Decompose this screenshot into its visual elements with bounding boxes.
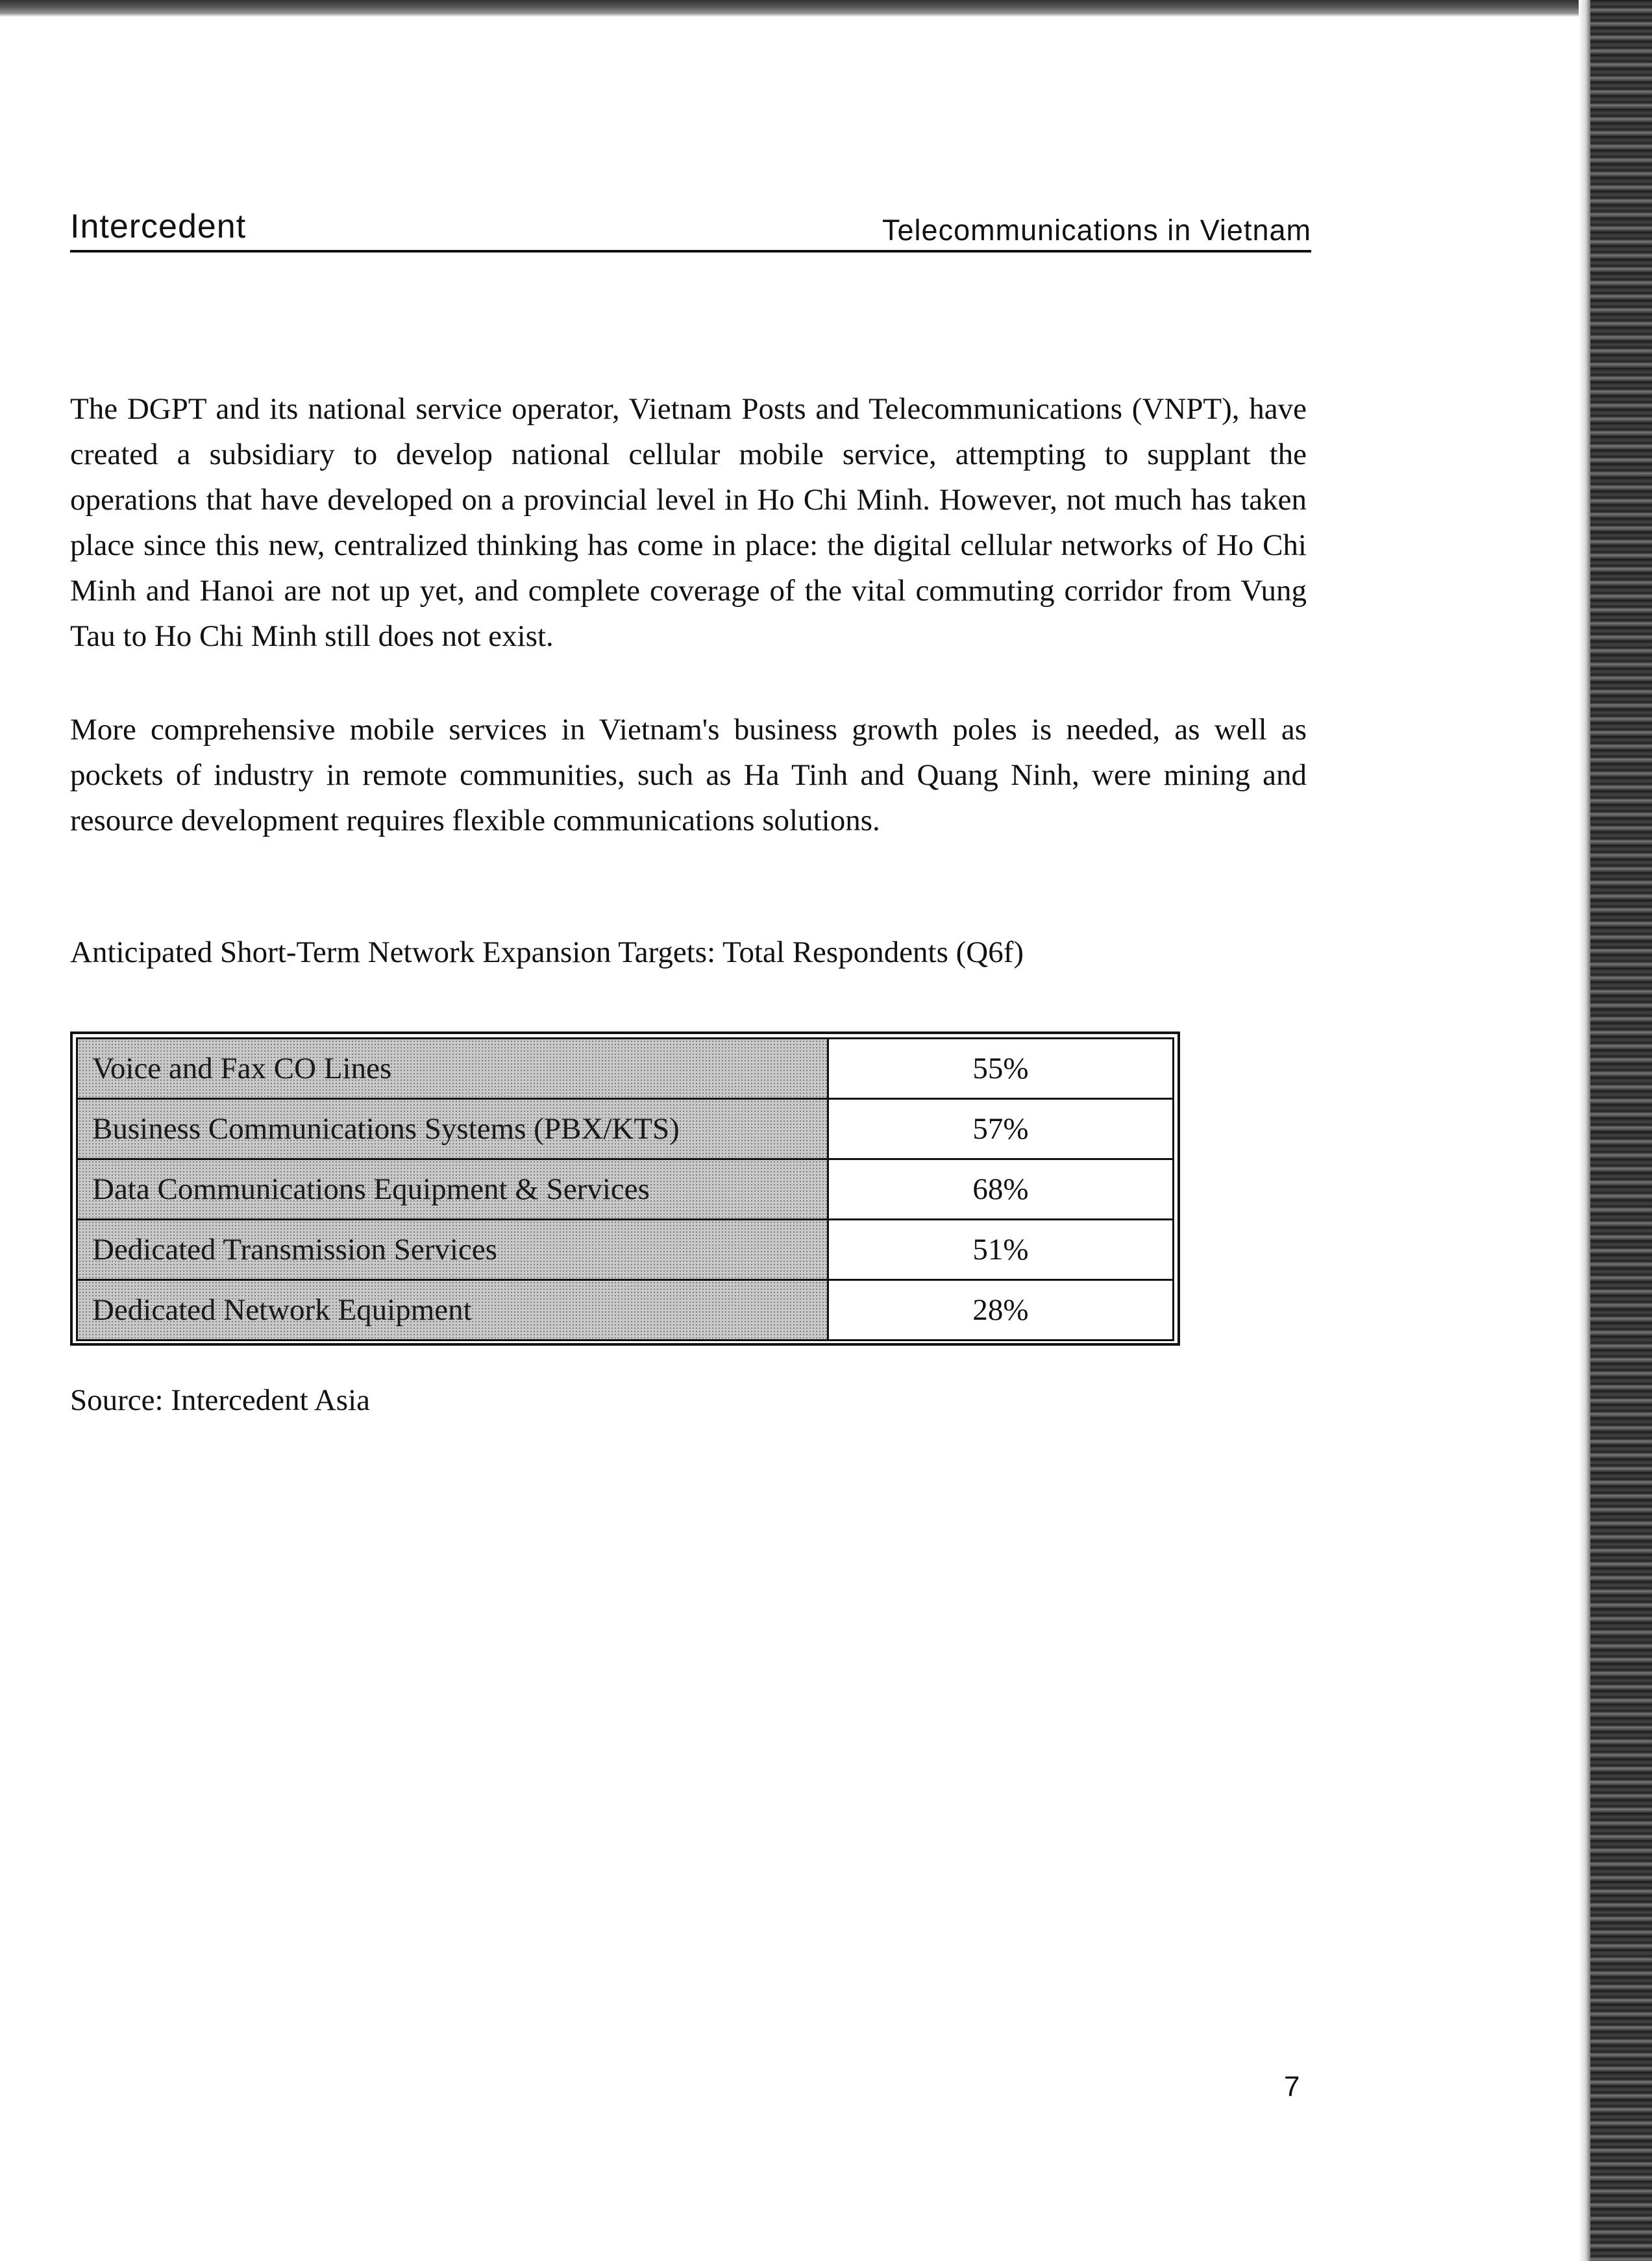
expansion-targets-table (70, 1032, 1180, 1346)
scan-top-edge (0, 0, 1652, 17)
row-value: 28% (828, 1280, 1174, 1341)
table-row (77, 1039, 1174, 1099)
row-label: Data Communications Equipment & Services (77, 1159, 828, 1220)
scan-page-edge (1579, 0, 1590, 2261)
row-label: Dedicated Network Equipment (77, 1280, 828, 1341)
table-row (77, 1280, 1174, 1341)
page-number: 7 (1284, 2071, 1300, 2103)
row-label: Voice and Fax CO Lines (77, 1039, 828, 1099)
page-header (70, 198, 1311, 253)
scan-right-border (1590, 0, 1652, 2261)
table-source: Source: Intercedent Asia (70, 1383, 370, 1417)
header-report-title: Telecommunications in Vietnam (882, 214, 1311, 247)
row-label: Business Communications Systems (PBX/KTS) (77, 1099, 828, 1159)
header-company-name: Intercedent (70, 208, 247, 245)
table-row (77, 1099, 1174, 1159)
row-value: 57% (828, 1099, 1174, 1159)
row-label: Dedicated Transmission Services (77, 1220, 828, 1280)
row-value: 55% (828, 1039, 1174, 1099)
body-paragraph-2: More comprehensive mobile services in Vietnam's business growth poles is needed, as well as pockets of industry in remote communities, such as Ha Tinh and Quang Ninh, were mining and resource development requires flexible communications solutions. (70, 713, 1307, 837)
table-caption: Anticipated Short-Term Network Expansion Targets: Total Respondents (Q6f) (70, 935, 1024, 969)
body-paragraph-1: The DGPT and its national service operator, Vietnam Posts and Telecommunications (VNPT), have created a subsidiary to develop national cellular mobile service, attempting to supplant the operations that have developed on a provincial level in Ho Chi Minh. However, not much has taken place since this new, centralized thinking has come in place: the digital cellular networks of Ho Chi Minh and Hanoi are not up yet, and complete coverage of the vital commuting corridor from Vung Tau to Ho Chi Minh still does not exist. (70, 392, 1307, 653)
row-value: 68% (828, 1159, 1174, 1220)
table-row (77, 1159, 1174, 1220)
row-value: 51% (828, 1220, 1174, 1280)
table-row (77, 1220, 1174, 1280)
